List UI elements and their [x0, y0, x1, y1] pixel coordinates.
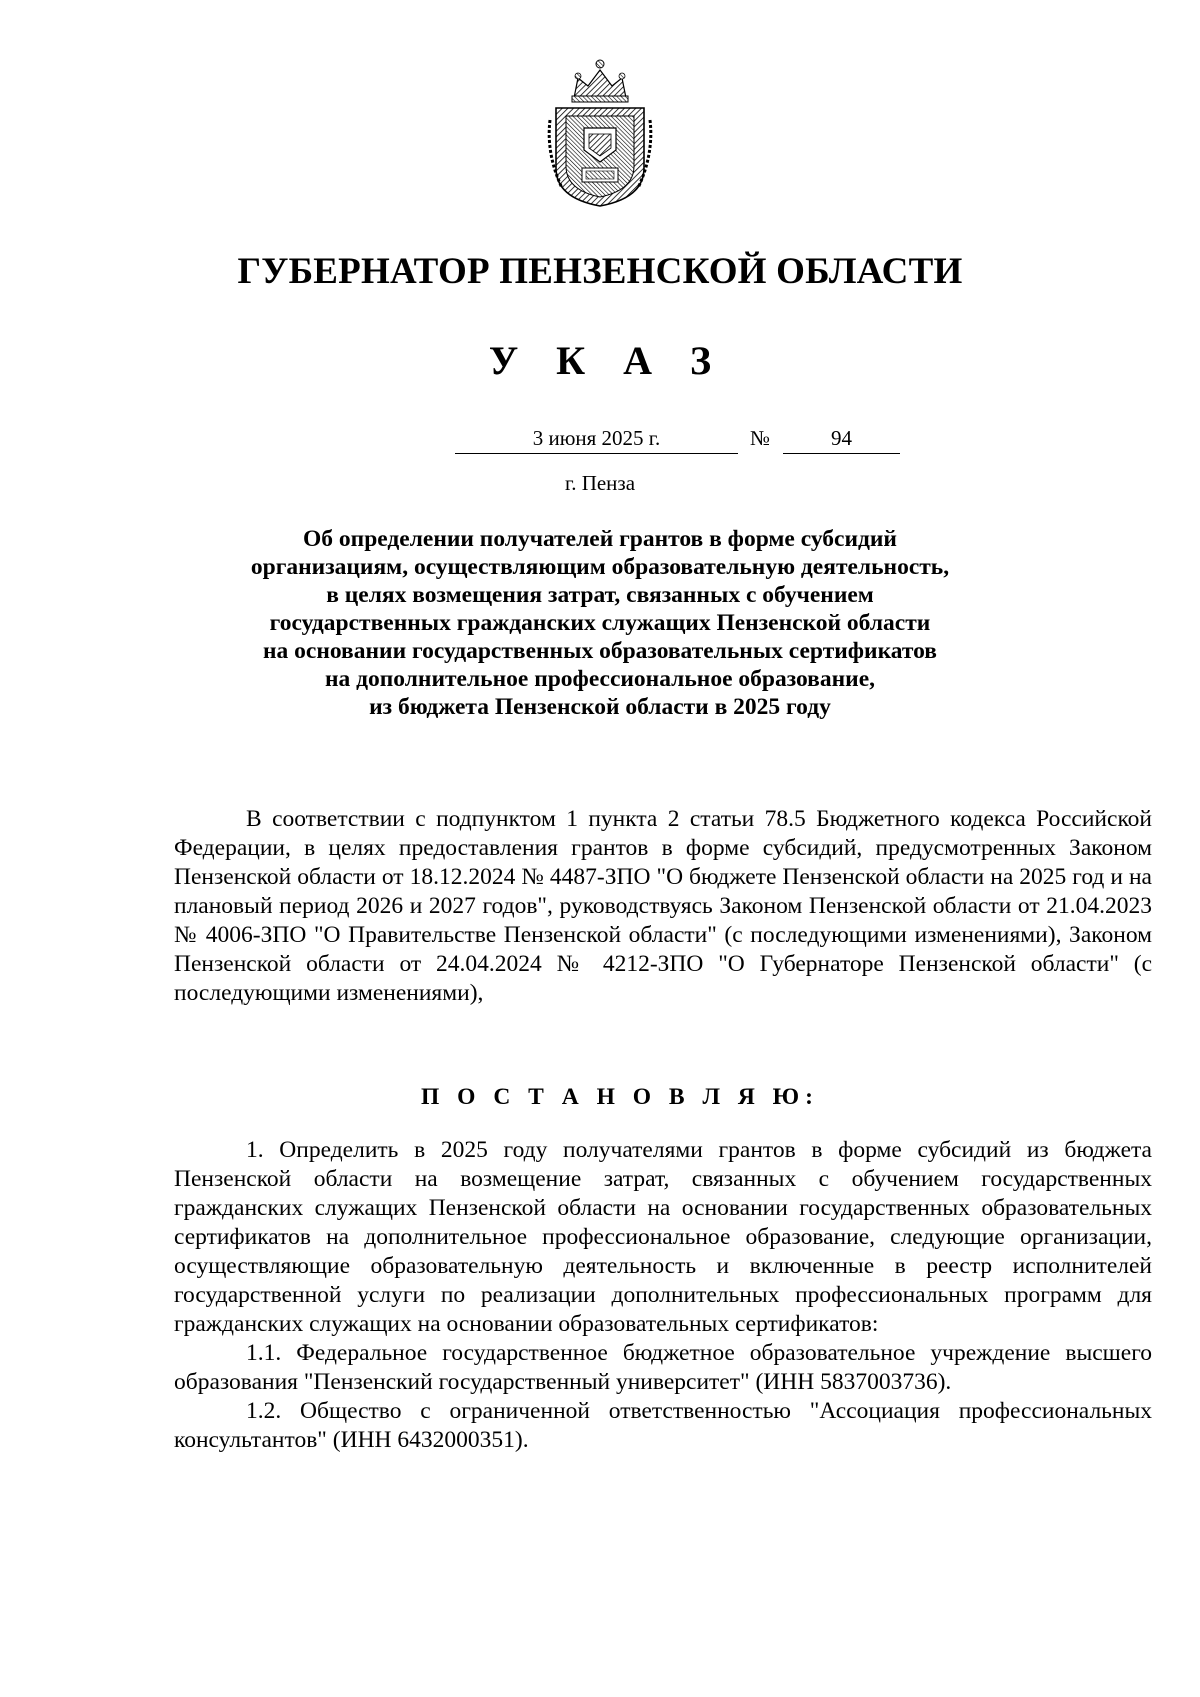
subject-line: из бюджета Пензенской области в 2025 году	[369, 694, 831, 720]
document-subject	[150, 525, 1050, 721]
decree-items	[174, 1136, 1152, 1455]
preamble-paragraph: В соответствии с подпунктом 1 пункта 2 статьи 78.5 Бюджетного кодекса Российской Федерации, в целях предоставления грантов в форме субсидий, предусмотренных Законом Пензенской области от 18.12.2024 № 4487-ЗПО "О бюджете Пензенской области на 2025 год и на плановый период 2026 и 2027 годов", руководствуясь Законом Пензенской области от 21.04.2023 № 4006-ЗПО "О Правительстве Пензенской области" (с последующими изменениями), Законом Пензенской области от 24.04.2024 № 4212-ЗПО "О Губернаторе Пензенской области" (с последующими изменениями),	[174, 806, 1152, 1006]
resolve-heading: П О С Т А Н О В Л Я Ю:	[421, 1084, 819, 1110]
crown-shape	[572, 60, 628, 102]
decree-item: 1.1. Федеральное государственное бюджетное образовательное учреждение высшего образования "Пензенский государственный университет" (ИНН 5837003736).	[174, 1340, 1152, 1395]
issuing-authority: ГУБЕРНАТОР ПЕНЗЕНСКОЙ ОБЛАСТИ	[237, 251, 963, 292]
subject-line: на дополнительное профессиональное образование,	[324, 666, 876, 692]
subject-line: государственных гражданских служащих Пензенской области	[269, 610, 931, 636]
subject-line: в целях возмещения затрат, связанных с обучением	[326, 582, 874, 608]
document-type: У К А З	[488, 338, 726, 383]
subject-line: организациям, осуществляющим образовательную деятельность,	[250, 554, 950, 580]
document-date: 3 июня 2025 г.	[455, 425, 738, 454]
decree-item: 1. Определить в 2025 году получателями грантов в форме субсидий из бюджета Пензенской области на возмещение затрат, связанных с обучением государственных гражданских служащих Пензенской области на основании государственных образовательных сертификатов на дополнительное профессиональное образование, следующие организации, осуществляющие образовательную деятельность и включенные в реестр исполнителей государственной услуги по реализации дополнительных профессиональных программ для гражданских служащих на основании образовательных сертификатов:	[174, 1137, 1152, 1337]
decree-item: 1.2. Общество с ограниченной ответственностью "Ассоциация профессиональных консультантов" (ИНН 6432000351).	[174, 1398, 1152, 1453]
subject-line: Об определении получателей грантов в форме субсидий	[303, 526, 897, 552]
document-number: 94	[783, 425, 900, 454]
document-city: г. Пенза	[564, 471, 636, 495]
coat-of-arms-icon	[544, 58, 656, 208]
subject-line: на основании государственных образовательных сертификатов	[263, 638, 937, 664]
number-sign: №	[749, 426, 771, 450]
